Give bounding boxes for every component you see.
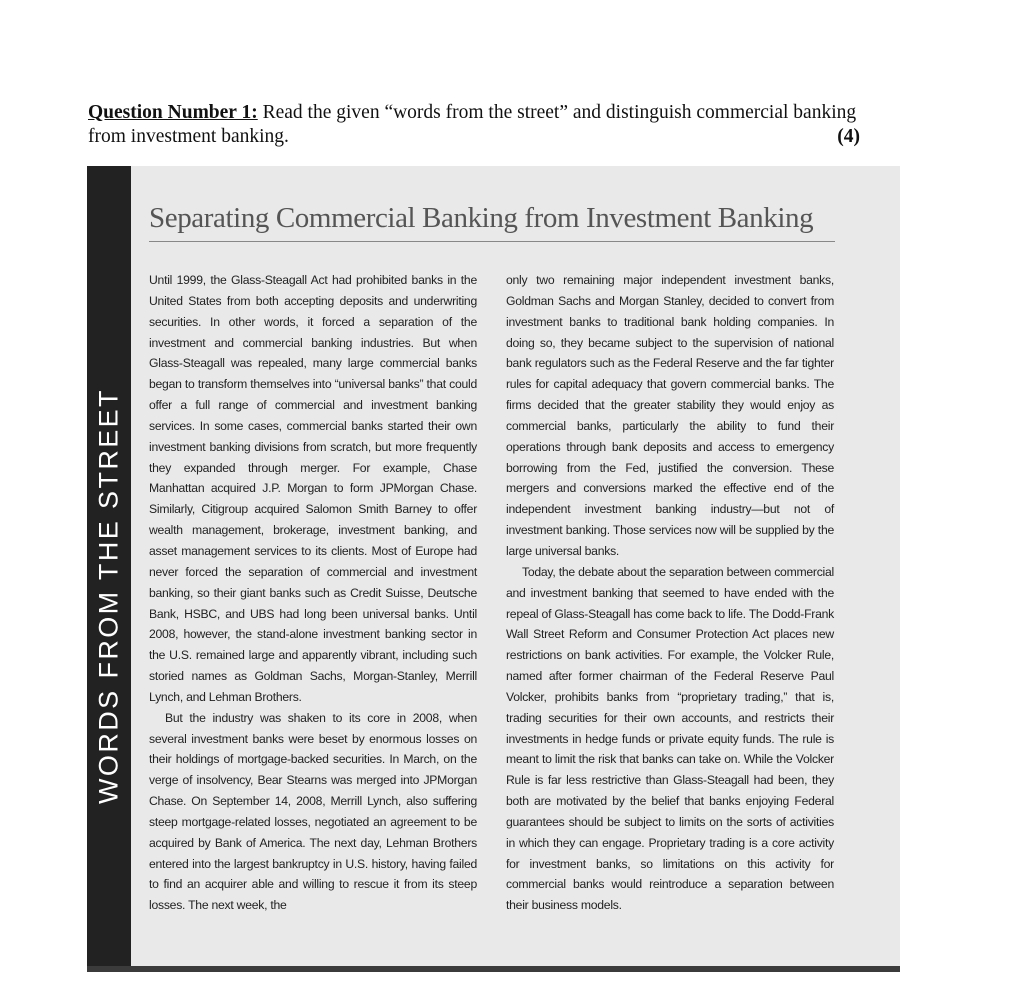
question-text: Read the given “words from the street” and distinguish commercial banking from investment banking. xyxy=(88,102,857,147)
right-column xyxy=(506,270,834,916)
left-paragraph-1: Until 1999, the Glass-Steagall Act had prohibited banks in the United States from both accepting deposits and underwriting securities. In other words, it forced a separation of the investment and commercial banking industries. But when Glass-Steagall was repealed, many large commercial banks began to transform themselves into “universal banks” that could offer a full range of commercial and investment banking services. In some cases, commercial banks started their own investment banking divisions from scratch, but more frequently they expanded through merger. For example, Chase Manhattan acquired J.P. Morgan to form JPMorgan Chase. Similarly, Citigroup acquired Salomon Smith Barney to offer wealth management, brokerage, investment banking, and asset management services to its clients. Most of Europe had never forced the separation of commercial and investment banking, so their giant banks such as Credit Suisse, Deutsche Bank, HSBC, and UBS had long been universal banks. Until 2008, however, the stand-alone investment banking sector in the U.S. remained large and apparently vibrant, including such storied names as Goldman Sachs, Morgan-Stanley, Merrill Lynch, and Lehman Brothers. xyxy=(149,273,477,704)
sidebar-spine xyxy=(87,166,131,966)
left-column xyxy=(149,270,477,916)
left-paragraph-2: But the industry was shaken to its core in 2008, when several investment banks were beset by enormous losses on their holdings of mortgage-backed securities. In March, on the verge of insolvency, Bear Stearns was merged into JPMorgan Chase. On September 14, 2008, Merrill Lynch, also suffering steep mortgage-related losses, negotiated an agreement to be acquired by Bank of America. The next day, Lehman Brothers entered into the largest bankruptcy in U.S. history, having failed to find an acquirer able and willing to rescue it from its steep losses. The next week, the xyxy=(149,710,477,913)
question-marks: (4) xyxy=(837,126,860,147)
right-paragraph-2: Today, the debate about the separation between commercial and investment banking that seemed to have ended with the repeal of Glass-Steagall has come back to life. The Dodd-Frank Wall Street Reform and Consumer Protection Act places new restrictions on bank activities. For example, the Volcker Rule, named after former chairman of the Federal Reserve Paul Volcker, prohibits banks from “proprietary trading,” that is, trading securities for their own accounts, and restricts their investments in hedge funds or private equity funds. The rule is meant to limit the risk that banks can take on. While the Volcker Rule is far less restrictive than Glass-Steagall had been, they both are motivated by the belief that banks enjoying Federal guarantees should be subject to limits on the sorts of activities in which they can engage. Proprietary trading is a core activity for investment banks, so limitations on this activity for commercial banks would reintroduce a separation between their business models. xyxy=(506,564,834,913)
right-paragraph-1: only two remaining major independent investment banks, Goldman Sachs and Morgan Stanley, decided to convert from investment banks to traditional bank holding companies. In doing so, they became subject to the supervision of national bank regulators such as the Federal Reserve and the far tighter rules for capital adequacy that govern commercial banks. The firms decided that the greater stability they would enjoy as commercial banks, particularly the ability to fund their operations through bank deposits and access to emergency borrowing from the Fed, justified the conversion. These mergers and conversions marked the effective end of the independent investment banking industry—but not of investment banking. Those services now will be supplied by the large universal banks. xyxy=(506,273,834,558)
sidebar-box xyxy=(87,166,900,972)
bottom-rule xyxy=(87,966,900,972)
question-label: Question Number 1: xyxy=(88,102,258,123)
sidebar-title: Separating Commercial Banking from Investment Banking xyxy=(149,202,835,242)
question-block xyxy=(88,101,864,149)
spine-label: WORDS FROM THE STREET xyxy=(93,388,124,804)
